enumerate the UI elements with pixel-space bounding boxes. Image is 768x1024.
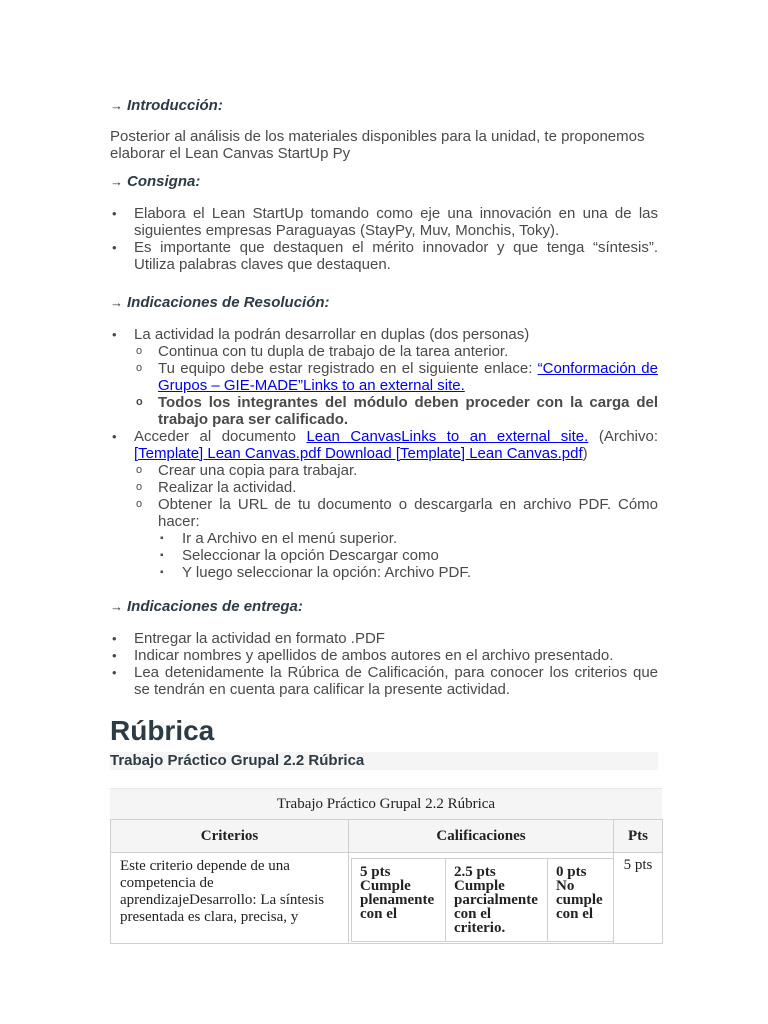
rating-partial: 2.5 pts Cumple parcialmente con el criterio.	[446, 859, 548, 942]
entrega-list	[110, 630, 658, 698]
list-item: • Elabora el Lean StartUp tomando como eje una innovación en una de las siguientes empresas Paraguayas (StayPy, Muv, Monchis, Toky).	[110, 205, 658, 239]
list-item: • La actividad la podrán desarrollar en duplas (dos personas) o Continua con tu dupla de trabajo de la tarea anterior. o Tu equipo debe estar registrado en el siguiente enlace: “Conformación de Grupos – GIE-MADE”Links to an external site. o Todos los integrantes del módulo deben proceder con la carga del trabajo para ser calificado.	[110, 326, 658, 428]
criterio-cell: Este criterio depende de una competencia de aprendizajeDesarrollo: La síntesis presentada es clara, precisa, y	[111, 853, 349, 944]
rubric-caption: Trabajo Práctico Grupal 2.2 Rúbrica	[110, 788, 662, 819]
intro-text: Posterior al análisis de los materiales disponibles para la unidad, te proponemos elaborar el Lean Canvas StartUp Py	[110, 128, 645, 162]
arrow-right-icon: →	[110, 295, 123, 310]
table-header-row	[111, 820, 663, 853]
intro-heading: → Introducción:	[110, 97, 223, 114]
list-item: ▪ Seleccionar la opción Descargar como	[158, 547, 658, 564]
pts-cell: 5 pts	[614, 853, 663, 944]
lean-canvas-link[interactable]: Lean CanvasLinks to an external site.	[306, 428, 589, 445]
list-item: o Obtener la URL de tu documento o descargarla en archivo PDF. Cómo hacer: ▪ Ir a Archivo en el menú superior. ▪ Seleccionar la opción Descargar como ▪ Y luego seleccionar la opción: Archivo PDF.	[134, 496, 658, 581]
list-item: o Crear una copia para trabajar.	[134, 462, 658, 479]
list-item: o Continua con tu dupla de trabajo de la tarea anterior.	[134, 343, 658, 360]
arrow-right-icon: →	[110, 599, 123, 614]
col-calificaciones: Calificaciones	[349, 820, 614, 853]
entrega-heading: → Indicaciones de entrega:	[110, 598, 303, 615]
sublist	[134, 343, 658, 428]
steps-list	[158, 530, 658, 581]
list-item: • Lea detenidamente la Rúbrica de Calificación, para conocer los criterios que se tendrán en cuenta para calificar la presente actividad.	[110, 664, 658, 698]
assignment-content	[110, 96, 658, 770]
list-item: • Entregar la actividad en formato .PDF	[110, 630, 658, 647]
resolucion-heading: → Indicaciones de Resolución:	[110, 294, 330, 311]
list-item: o Realizar la actividad.	[134, 479, 658, 496]
ratings-cell	[349, 853, 614, 944]
consigna-list	[110, 205, 658, 273]
template-download-link[interactable]: [Template] Lean Canvas.pdf Download [Template] Lean Canvas.pdf	[134, 445, 583, 462]
list-item: • Es importante que destaquen el mérito innovador y que tenga “síntesis”. Utiliza palabras claves que destaquen.	[110, 239, 658, 273]
arrow-right-icon: →	[110, 98, 123, 113]
rating-none: 0 pts No cumple con el	[548, 859, 614, 942]
rating-full: 5 pts Cumple plenamente con el	[352, 859, 446, 942]
list-item: • Acceder al documento Lean CanvasLinks to an external site. (Archivo: [Template] Lean Canvas.pdf Download [Template] Lean Canvas.pdf) o Crear una copia para trabajar. o Realizar la actividad. o Obtener la URL de tu documento o descargarla en archivo PDF. Cómo hacer: ▪ Ir a Archivo en el menú superior. ▪ Seleccionar la opción Descargar como ▪ Y luego seleccionar la opción: Archivo PDF.	[110, 428, 658, 581]
col-criterios: Criterios	[111, 820, 349, 853]
grupos-link[interactable]: “Conformación de Grupos – GIE-MADE”Links to an external site.	[158, 360, 658, 394]
rubric-table	[110, 788, 662, 944]
list-item: o Todos los integrantes del módulo deben proceder con la carga del trabajo para ser calificado.	[134, 394, 658, 428]
list-item: o Tu equipo debe estar registrado en el siguiente enlace: “Conformación de Grupos – GIE-MADE”Links to an external site.	[134, 360, 658, 394]
resolucion-list	[110, 326, 658, 581]
consigna-heading: → Consigna:	[110, 173, 201, 190]
list-item: • Indicar nombres y apellidos de ambos autores en el archivo presentado.	[110, 647, 658, 664]
list-item: ▪ Ir a Archivo en el menú superior.	[158, 530, 658, 547]
sublist	[134, 462, 658, 581]
rubric-grid	[110, 819, 663, 944]
rubrica-title: Rúbrica	[110, 715, 215, 746]
rubrica-subtitle: Trabajo Práctico Grupal 2.2 Rúbrica	[110, 752, 658, 770]
table-row	[111, 853, 663, 944]
col-pts: Pts	[614, 820, 663, 853]
ratings-table	[351, 858, 614, 942]
list-item: ▪ Y luego seleccionar la opción: Archivo PDF.	[158, 564, 658, 581]
arrow-right-icon: →	[110, 174, 123, 189]
